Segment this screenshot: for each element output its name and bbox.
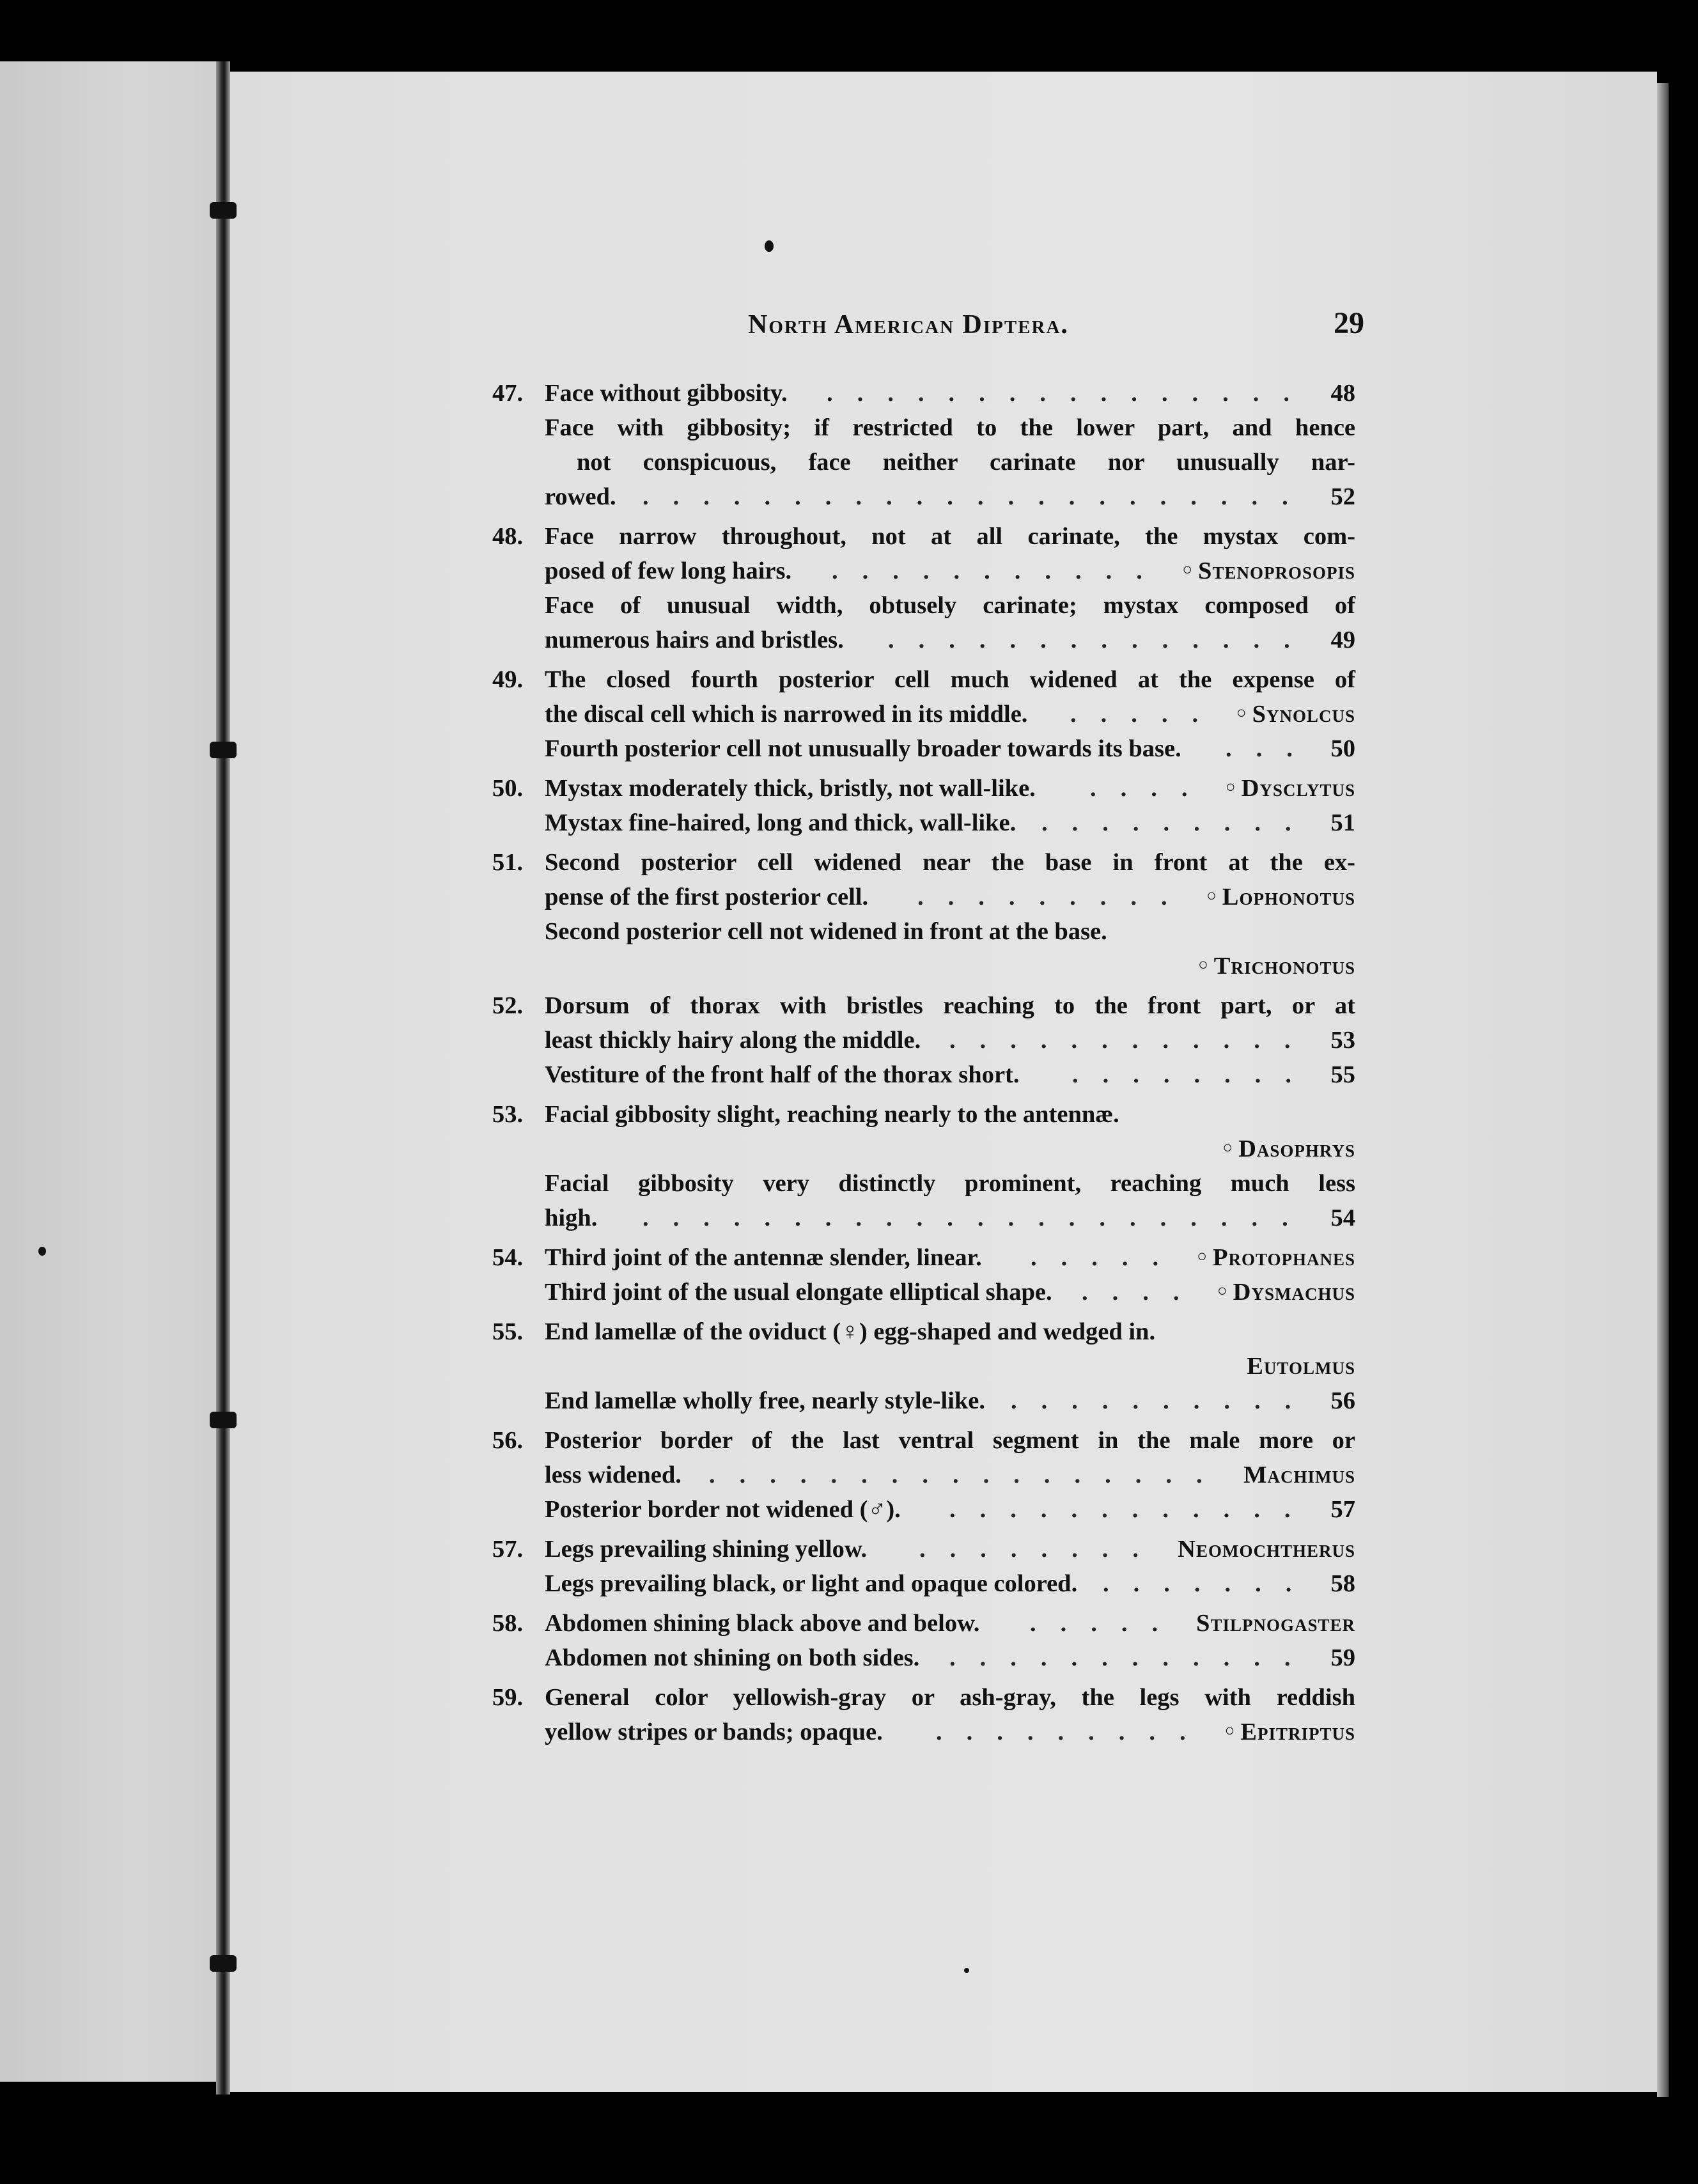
target-text: Eutolmus <box>1247 1353 1355 1380</box>
key-line-target-right <box>545 1349 1355 1384</box>
key-couplet <box>492 1314 1355 1418</box>
key-line-with-target <box>545 1606 1355 1641</box>
key-couplet <box>492 1532 1355 1601</box>
couplet-lead-a <box>492 1097 1355 1166</box>
binding-stitch <box>210 202 237 219</box>
couplet-lead-b <box>492 1384 1355 1418</box>
key-line-with-target <box>545 880 1355 914</box>
couplet-lead-b <box>492 1057 1355 1092</box>
genus-name <box>1225 1715 1355 1752</box>
target-text: 59 <box>1330 1644 1355 1671</box>
ink-speck <box>964 1968 969 1973</box>
key-line-with-target <box>545 1532 1355 1566</box>
couplet-target <box>1331 806 1356 840</box>
couplet-lead-a <box>492 1240 1355 1275</box>
key-line-with-target <box>545 623 1355 657</box>
key-couplet <box>492 771 1355 840</box>
couplet-number: 52. <box>492 992 524 1019</box>
key-line-with-target <box>545 554 1355 588</box>
circle-marker-icon: ○ <box>1197 1247 1208 1265</box>
genus-name <box>1206 880 1355 917</box>
identification-key <box>492 376 1355 1754</box>
key-line: numerous hairs and bristles. <box>545 627 844 653</box>
book-spine <box>216 61 230 2094</box>
circle-marker-icon: ○ <box>1198 955 1209 974</box>
couplet-target <box>1331 1641 1356 1675</box>
target-text: Machimus <box>1243 1462 1355 1488</box>
key-line: least thickly hairy along the middle. <box>545 1027 921 1054</box>
key-line: pense of the first posterior cell. <box>545 884 869 910</box>
key-line-with-target <box>545 376 1355 410</box>
leader-dots: ......... <box>1041 809 1316 836</box>
couplet-number: 48. <box>492 523 524 550</box>
key-line: Third joint of the antennæ slender, linear. <box>545 1244 982 1271</box>
target-text: Neomochtherus <box>1178 1536 1355 1563</box>
page-right-edge <box>1657 83 1669 2097</box>
target-text: 51 <box>1330 809 1355 836</box>
couplet-lead-b <box>492 1275 1355 1309</box>
key-couplet <box>492 845 1355 983</box>
key-line: Posterior border of the last ventral segment in the male more or <box>545 1427 1355 1454</box>
running-head-title: North American Diptera. <box>748 310 1069 339</box>
key-line: Fourth posterior cell not unusually broader towards its base. <box>545 735 1181 762</box>
couplet-target <box>1331 623 1356 657</box>
couplet-number: 58. <box>492 1610 524 1637</box>
genus-name <box>1197 1240 1355 1277</box>
couplet-target <box>1331 1566 1356 1601</box>
key-line-target-right <box>545 1132 1355 1166</box>
leader-dots: ............ <box>949 1496 1315 1523</box>
couplet-lead-b <box>492 806 1355 840</box>
key-line-with-target <box>545 1715 1355 1749</box>
circle-marker-icon: ○ <box>1182 560 1194 579</box>
key-couplet <box>492 1097 1355 1235</box>
leader-dots: ............ <box>949 1644 1315 1671</box>
key-line: Legs prevailing black, or light and opaque colored. <box>545 1570 1078 1597</box>
key-line-with-target <box>545 1384 1355 1418</box>
couplet-number: 53. <box>492 1101 524 1128</box>
leader-dots: ....... <box>1103 1570 1316 1597</box>
key-line-with-target <box>545 1641 1355 1675</box>
key-line: Legs prevailing shining yellow. <box>545 1536 868 1563</box>
page-number: 29 <box>1334 306 1364 340</box>
couplet-number: 56. <box>492 1427 524 1454</box>
couplet-lead-a <box>492 376 1355 410</box>
target-text: 56 <box>1330 1387 1355 1414</box>
circle-marker-icon: ○ <box>1236 703 1247 722</box>
key-couplet <box>492 1606 1355 1675</box>
leader-dots: ........... <box>832 558 1167 584</box>
couplet-number: 59. <box>492 1684 524 1711</box>
ink-speck <box>765 240 774 252</box>
key-line-with-target <box>545 1057 1355 1092</box>
binding-stitch <box>210 1412 237 1428</box>
leader-dots: ................ <box>827 380 1314 407</box>
leader-dots: ...................... <box>643 1205 1312 1231</box>
running-head <box>748 306 1364 348</box>
key-couplet <box>492 1240 1355 1309</box>
key-couplet <box>492 519 1355 657</box>
target-text: 55 <box>1330 1061 1355 1088</box>
key-line: Abdomen shining black above and below. <box>545 1610 980 1637</box>
couplet-number: 51. <box>492 849 524 876</box>
binding-stitch <box>210 742 237 758</box>
genus-name <box>1217 1275 1355 1312</box>
couplet-lead-a <box>492 1606 1355 1641</box>
couplet-number: 54. <box>492 1244 524 1271</box>
leader-dots: ..... <box>1070 701 1223 728</box>
key-line: not conspicuous, face neither carinate nor unusually nar- <box>577 449 1355 476</box>
couplet-lead-a <box>492 1680 1355 1749</box>
couplet-target <box>1331 1057 1356 1092</box>
key-line: End lamellæ of the oviduct (♀) egg-shaped and wedged in. <box>545 1318 1156 1345</box>
key-line: yellow stripes or bands; opaque. <box>545 1719 883 1745</box>
key-line: Third joint of the usual elongate elliptical shape. <box>545 1279 1052 1306</box>
key-line: Face narrow throughout, not at all carinate, the mystax com- <box>545 523 1355 550</box>
key-line: Second posterior cell widened near the base in front at the ex- <box>545 849 1355 876</box>
target-text: Dasophrys <box>1238 1135 1355 1162</box>
key-line: Second posterior cell not widened in front at the base. <box>545 918 1107 945</box>
couplet-number: 50. <box>492 775 524 802</box>
couplet-number: 49. <box>492 666 524 693</box>
circle-marker-icon: ○ <box>1222 1138 1234 1157</box>
couplet-lead-a <box>492 1314 1355 1384</box>
key-line: posed of few long hairs. <box>545 558 792 584</box>
leader-dots: ........ <box>1072 1061 1316 1088</box>
key-line: General color yellowish-gray or ash-gray, the legs with reddish <box>545 1684 1355 1711</box>
facing-page-edge <box>0 61 224 2082</box>
target-text: 49 <box>1330 627 1355 653</box>
target-text: 48 <box>1330 380 1355 407</box>
key-line-with-target <box>545 1023 1355 1057</box>
couplet-lead-a <box>492 771 1355 806</box>
couplet-number: 57. <box>492 1536 524 1563</box>
genus-name <box>1196 1606 1355 1641</box>
genus-name <box>1247 1353 1355 1380</box>
leader-dots: .......... <box>1011 1387 1316 1414</box>
key-line: Facial gibbosity very distinctly prominent, reaching much less <box>545 1170 1355 1197</box>
key-couplet <box>492 988 1355 1092</box>
genus-name <box>1182 554 1355 591</box>
key-line: Dorsum of thorax with bristles reaching to the front part, or at <box>545 992 1355 1019</box>
couplet-lead-b <box>492 914 1355 983</box>
couplet-target <box>1331 731 1356 766</box>
target-text: 50 <box>1330 735 1355 762</box>
key-couplet <box>492 1680 1355 1749</box>
key-line: less widened. <box>545 1462 682 1488</box>
couplet-lead-b <box>492 1166 1355 1235</box>
key-line: Vestiture of the front half of the thorax short. <box>545 1061 1020 1088</box>
couplet-lead-a <box>492 988 1355 1057</box>
ink-speck <box>38 1247 46 1256</box>
binding-stitch <box>210 1955 237 1972</box>
key-line: Face of unusual width, obtusely carinate; mystax composed of <box>545 592 1355 619</box>
target-text: 53 <box>1330 1027 1355 1054</box>
couplet-target <box>1331 480 1356 514</box>
key-line-with-target <box>545 731 1355 766</box>
key-line: Face with gibbosity; if restricted to the lower part, and hence <box>545 414 1355 441</box>
key-line: high. <box>545 1205 598 1231</box>
couplet-lead-b <box>492 1641 1355 1675</box>
key-line: rowed. <box>545 483 616 510</box>
genus-name <box>1226 771 1355 808</box>
key-line-with-target <box>545 1201 1355 1235</box>
target-text: 57 <box>1330 1496 1355 1523</box>
key-line-with-target <box>545 1275 1355 1309</box>
genus-name <box>1243 1458 1355 1492</box>
key-line: End lamellæ wholly free, nearly style-like. <box>545 1387 986 1414</box>
leader-dots: ..... <box>1031 1244 1183 1271</box>
couplet-lead-b <box>492 588 1355 657</box>
couplet-target <box>1331 1492 1356 1527</box>
target-text: Stilpnogaster <box>1196 1610 1355 1637</box>
couplet-lead-a <box>492 662 1355 731</box>
leader-dots: .............. <box>888 627 1314 653</box>
couplet-lead-a <box>492 845 1355 914</box>
genus-name <box>1236 697 1355 734</box>
couplet-target <box>1331 1201 1356 1235</box>
key-line-with-target <box>545 1458 1355 1492</box>
leader-dots: ......... <box>917 884 1192 910</box>
target-text: Stenoprosopis <box>1198 558 1355 584</box>
circle-marker-icon: ○ <box>1224 1721 1236 1740</box>
couplet-lead-b <box>492 1566 1355 1601</box>
leader-dots: ......... <box>936 1719 1210 1745</box>
key-line: Face without gibbosity. <box>545 380 788 407</box>
couplet-target <box>1331 1023 1356 1057</box>
key-line-with-target <box>545 1566 1355 1601</box>
key-line-with-target <box>545 480 1355 514</box>
couplet-number: 47. <box>492 380 524 407</box>
genus-name <box>1198 953 1355 979</box>
leader-dots: ... <box>1226 735 1317 762</box>
key-couplet <box>492 662 1355 766</box>
leader-dots: ...................... <box>643 483 1312 510</box>
leader-dots: ........ <box>919 1536 1163 1563</box>
leader-dots: ..... <box>1030 1610 1183 1637</box>
circle-marker-icon: ○ <box>1217 1281 1228 1300</box>
key-line-with-target <box>545 1240 1355 1275</box>
couplet-lead-b <box>492 731 1355 766</box>
couplet-lead-b <box>492 1492 1355 1527</box>
target-text: 52 <box>1330 483 1355 510</box>
leader-dots: .... <box>1090 775 1212 802</box>
couplet-target <box>1331 1384 1356 1418</box>
key-line: Mystax fine-haired, long and thick, wall-like. <box>545 809 1016 836</box>
leader-dots: ............ <box>949 1027 1315 1054</box>
key-line: Mystax moderately thick, bristly, not wall-like. <box>545 775 1036 802</box>
target-text: 54 <box>1330 1205 1355 1231</box>
key-line: Abdomen not shining on both sides. <box>545 1644 920 1671</box>
genus-name <box>1222 1135 1355 1162</box>
target-text: Lophonotus <box>1222 884 1355 910</box>
key-couplet <box>492 376 1355 514</box>
circle-marker-icon: ○ <box>1225 777 1236 796</box>
target-text: Trichonotus <box>1213 953 1355 979</box>
couplet-target <box>1331 376 1356 410</box>
target-text: Dysclytus <box>1241 775 1355 802</box>
target-text: Epitriptus <box>1240 1719 1355 1745</box>
leader-dots: ................. <box>709 1462 1227 1488</box>
target-text: Protophanes <box>1212 1244 1355 1271</box>
couplet-number: 55. <box>492 1318 524 1345</box>
couplet-lead-a <box>492 1423 1355 1492</box>
target-text: 58 <box>1330 1570 1355 1597</box>
leader-dots: .... <box>1082 1279 1204 1306</box>
key-line-with-target <box>545 806 1355 840</box>
couplet-lead-a <box>492 1532 1355 1566</box>
key-line: The closed fourth posterior cell much widened at the expense of <box>545 666 1355 693</box>
key-line: the discal cell which is narrowed in its middle. <box>545 701 1028 728</box>
target-text: Synolcus <box>1252 701 1355 728</box>
key-line: Posterior border not widened (♂). <box>545 1496 901 1523</box>
couplet-lead-b <box>492 410 1355 514</box>
circle-marker-icon: ○ <box>1206 886 1217 905</box>
key-line-with-target <box>545 771 1355 806</box>
couplet-lead-a <box>492 519 1355 588</box>
key-couplet <box>492 1423 1355 1527</box>
key-line-with-target <box>545 1492 1355 1527</box>
key-line: Facial gibbosity slight, reaching nearly to the antennæ. <box>545 1101 1119 1128</box>
target-text: Dysmachus <box>1233 1279 1355 1306</box>
key-line-target-right <box>545 949 1355 983</box>
genus-name <box>1178 1532 1355 1566</box>
key-line-with-target <box>545 697 1355 731</box>
